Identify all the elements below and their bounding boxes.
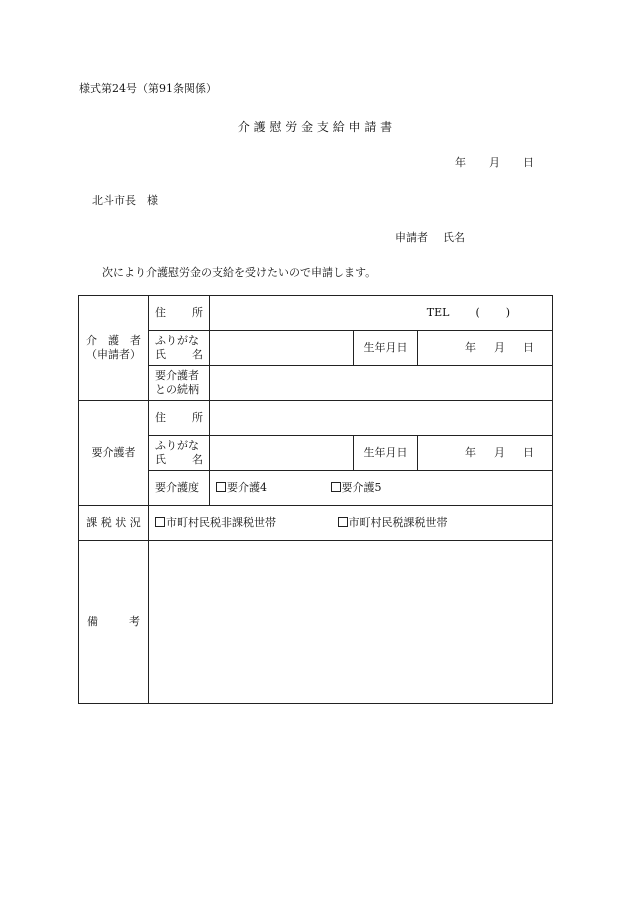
recipient-birthdate-label: 生年月日 [354,436,418,471]
option-label: 要介護5 [341,481,382,494]
tel-open: ( [475,306,480,319]
birth-day: 日 [523,341,535,354]
applicant-name-label: 氏名 [443,231,465,244]
caregiver-relation-label [149,366,210,401]
tax-status-options [149,506,553,541]
application-table [78,295,553,704]
remarks-field[interactable] [149,541,553,704]
caregiver-relation-row [79,366,553,401]
tax-status-heading: 課 税 状 況 [79,506,149,541]
caregiver-address-row [79,296,553,331]
recipient-address-label [149,401,210,436]
label-char: 所 [192,411,203,424]
tel-label: TEL [426,306,450,319]
caregiver-relation-field[interactable] [210,366,553,401]
date-month: 月 [489,156,500,169]
checkbox[interactable] [216,482,226,492]
recipient-name-field[interactable] [210,436,354,471]
form-title: 介 護 慰 労 金 支 給 申 請 書 [237,120,393,134]
label-char: 備 [87,615,98,628]
recipient-address-field[interactable] [210,401,553,436]
checkbox[interactable] [331,482,341,492]
relation-line2: との続柄 [155,383,199,396]
birth-year: 年 [465,446,477,459]
caregiver-heading [79,296,149,401]
caregiver-address-field[interactable] [210,296,553,331]
caregiver-address-label [149,296,210,331]
recipient-name-label [149,436,210,471]
birth-day: 日 [523,446,535,459]
recipient-name-row [79,436,553,471]
recipient-address-row [79,401,553,436]
intro-text: 次により介護慰労金の支給を受けたいので申請します。 [102,266,377,279]
furigana-label: ふりがな [155,439,199,452]
label-char: 住 [155,411,166,424]
label-char: 所 [192,306,203,319]
remarks-row [79,541,553,704]
option-label: 市町村民税課税世帯 [348,516,448,529]
applicant-label: 申請者 [395,231,428,244]
caregiver-heading-line2: （申請者） [86,348,141,361]
checkbox[interactable] [338,517,348,527]
furigana-label: ふりがな [155,334,199,347]
label-char: 名 [192,453,203,466]
date-year: 年 [455,156,466,169]
checkbox[interactable] [155,517,165,527]
label-char: 住 [155,306,166,319]
label-char: 考 [129,615,140,628]
birth-year: 年 [465,341,477,354]
taxable-option[interactable] [338,516,448,529]
label-char: 名 [192,348,203,361]
addressee: 北斗市長 様 [92,194,158,207]
option-label: 要介護4 [227,481,267,494]
tel-close: ) [505,306,511,319]
caregiver-birthdate-field[interactable] [418,331,553,366]
caregiver-name-row [79,331,553,366]
recipient-heading: 要介護者 [79,401,149,506]
form-number: 様式第24号（第91条関係） [79,82,217,95]
care-level-4-option[interactable] [216,481,267,494]
remarks-heading [79,541,149,704]
birth-month: 月 [494,446,506,459]
option-label: 市町村民税非課税世帯 [166,516,276,529]
care-level-label: 要介護度 [149,471,210,506]
non-taxable-option[interactable] [155,516,276,529]
tax-status-row [79,506,553,541]
care-level-options [210,471,553,506]
recipient-birthdate-field[interactable] [418,436,553,471]
care-level-5-option[interactable] [331,481,382,494]
label-char: 氏 [155,348,166,361]
birth-month: 月 [494,341,506,354]
caregiver-name-field[interactable] [210,331,354,366]
care-level-row [79,471,553,506]
label-char: 氏 [155,453,166,466]
relation-line1: 要介護者 [155,369,199,382]
date-day: 日 [523,156,534,169]
caregiver-name-label [149,331,210,366]
caregiver-birthdate-label: 生年月日 [354,331,418,366]
caregiver-heading-line1: 介 護 者 [86,334,141,347]
